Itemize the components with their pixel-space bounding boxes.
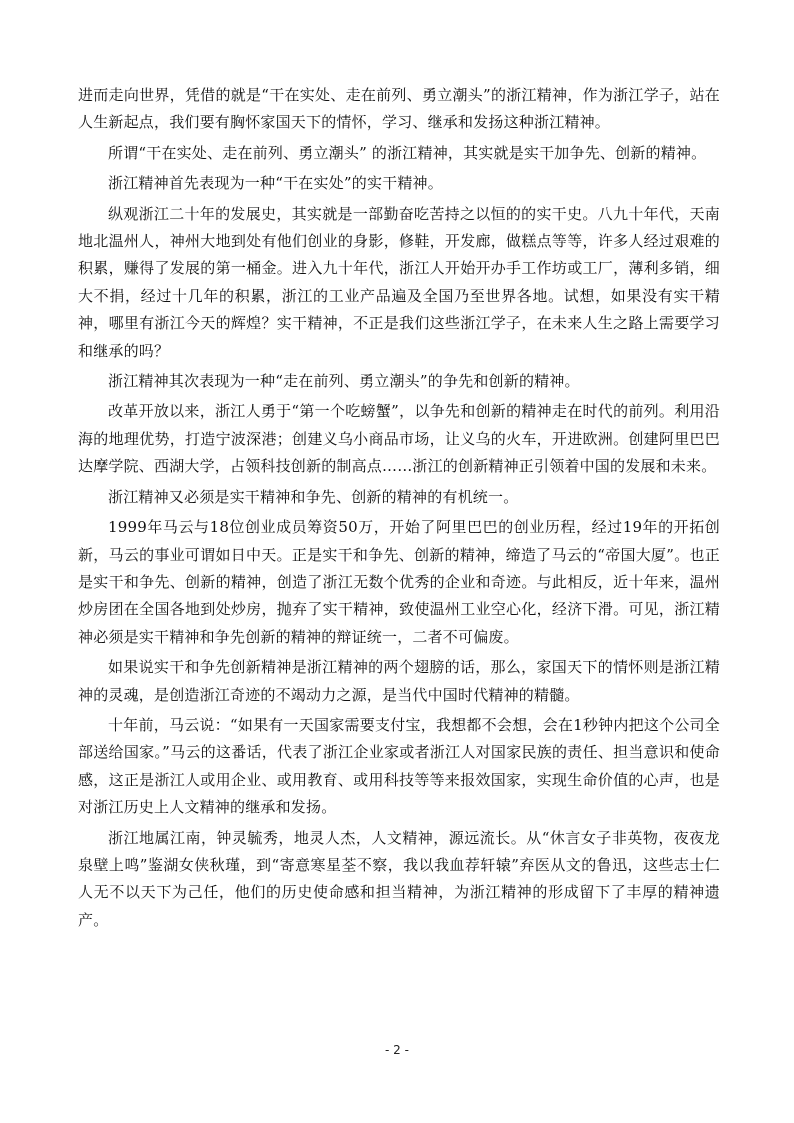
document-body [78,82,720,937]
paragraph: 所谓“干在实处、走在前列、勇立潮头” 的浙江精神，其实就是实干加争先、创新的精神。 [108,143,707,162]
paragraph: 如果说实干和争先创新精神是浙江精神的两个翅膀的话，那么，家国天下的情怀则是浙江精神的灵魂，是创造浙江奇迹的不竭动力之源，是当代中国时代精神的精髓。 [78,658,720,704]
paragraph-continuation: 进而走向世界，凭借的就是“干在实处、走在前列、勇立潮头”的浙江精神，作为浙江学子，站在人生新起点，我们要有胸怀家国天下的情怀，学习、继承和发扬这种浙江精神。 [78,86,720,132]
paragraph-thesis-1: 浙江精神首先表现为一种“干在实处”的实干精神。 [108,174,443,193]
paragraph: 纵观浙江二十年的发展史，其实就是一部勤奋吃苦持之以恒的的实干史。八九十年代，天南地北温州人，神州大地到处有他们创业的身影，修鞋，开发廊，做糕点等等，许多人经过艰难的积累，赚得了发展的第一桶金。进入九十年代，浙江人开始开办手工作坊或工厂，薄利多销，细大不捐，经过十几年的积累，浙江的工业产品遍及全国乃至世界各地。试想，如果没有实干精神，哪里有浙江今天的辉煌？实干精神，不正是我们这些浙江学子，在未来人生之路上需要学习和继承的吗？ [78,204,720,360]
paragraph-thesis-2: 浙江精神其次表现为一种“走在前列、勇立潮头”的争先和创新的精神。 [108,372,580,391]
paragraph: 1999年马云与18位创业成员筹资50万，开始了阿里巴巴的创业历程，经过19年的开拓创新，马云的事业可谓如日中天。正是实干和争先、创新的精神，缔造了马云的“帝国大厦”。也正是实干和争先、创新的精神，创造了浙江无数个优秀的企业和奇迹。与此相反，近十年来，温州炒房团在全国各地到处炒房，抛弃了实干精神，致使温州工业空心化，经济下滑。可见，浙江精神必须是实干精神和争先创新的精神的辩证统一，二者不可偏废。 [78,518,720,646]
paragraph-thesis-3: 浙江精神又必须是实干精神和争先、创新的精神的有机统一。 [108,487,519,506]
page-number: - 2 - [385,1043,409,1057]
paragraph: 改革开放以来，浙江人勇于“第一个吃螃蟹”，以争先和创新的精神走在时代的前列。利用沿海的地理优势，打造宁波深港；创建义乌小商品市场，让义乌的火车，开进欧洲。创建阿里巴巴达摩学院、西湖大学，占领科技创新的制高点……浙江的创新精神正引领着中国的发展和未来。 [78,402,720,476]
paragraph: 十年前，马云说：“如果有一天国家需要支付宝，我想都不会想，会在1秒钟内把这个公司全部送给国家。”马云的这番话，代表了浙江企业家或者浙江人对国家民族的责任、担当意识和使命感，这正是浙江人或用企业、或用教育、或用科技等等来报效国家，实现生命价值的心声，也是对浙江历史上人文精神的继承和发扬。 [78,715,720,817]
paragraph: 浙江地属江南，钟灵毓秀，地灵人杰，人文精神，源远流长。从“休言女子非英物，夜夜龙泉壁上鸣”鉴湖女侠秋瑾，到“寄意寒星荃不察，我以我血荐轩辕”弃医从文的鲁迅，这些志士仁人无不以天下为己任，他们的历史使命感和担当精神，为浙江精神的形成留下了丰厚的精神遗产。 [78,828,720,929]
